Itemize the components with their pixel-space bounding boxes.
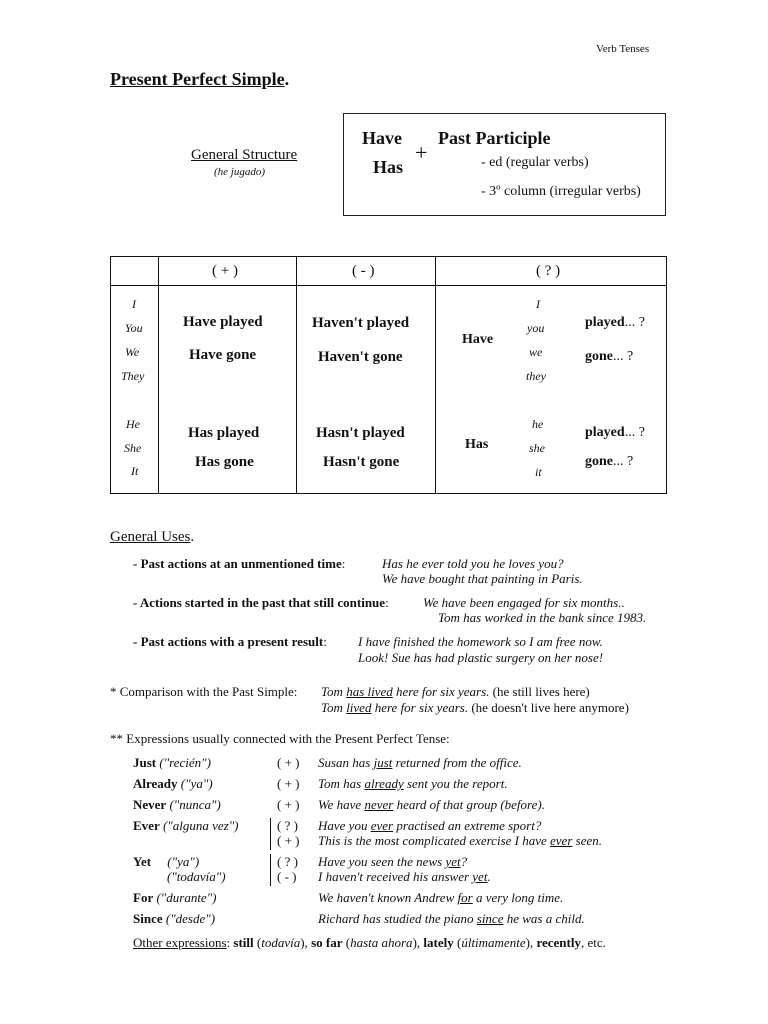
question-verb-word: played <box>585 425 625 440</box>
question-pronoun: we <box>529 345 543 359</box>
negative-form: Haven't played <box>312 315 410 331</box>
comparison-verb: has lived <box>346 684 393 699</box>
expressions-lead: ** Expressions usually connected with the Present Perfect Tense: <box>110 731 450 746</box>
other-gloss: últimamente <box>461 935 526 950</box>
example-text: We haven't known Andrew <box>318 890 458 905</box>
comparison-verb: lived <box>346 700 372 715</box>
question-auxiliary: Has <box>465 437 489 452</box>
use-example: I have finished the homework so I am free now. <box>358 634 603 649</box>
example-text: heard of that group (before). <box>393 797 545 812</box>
question-verb <box>585 454 633 470</box>
example-text: returned from the office. <box>392 755 522 770</box>
example-keyword: just <box>373 755 393 770</box>
example-keyword: since <box>476 911 504 926</box>
comparison-lead: * Comparison with the Past Simple: <box>110 684 298 699</box>
example-text: This is the most complicated exercise I have <box>318 833 551 848</box>
expression-example <box>318 755 522 771</box>
other-word: lately <box>423 935 454 950</box>
negative-form: Hasn't gone <box>323 454 400 470</box>
question-verb-word: played <box>585 315 625 330</box>
bracket-bar <box>270 854 271 886</box>
example-keyword: ever <box>370 818 394 833</box>
pronoun: You <box>125 321 143 335</box>
other-word: so far <box>311 935 343 950</box>
use-item-label <box>133 634 327 650</box>
expression-example <box>318 890 563 906</box>
expression-sign: ( + ) <box>277 797 300 812</box>
expression-example <box>318 797 545 813</box>
example-text: seen. <box>572 833 602 848</box>
expression-sign: ( ? ) <box>277 818 298 833</box>
expression-word: Ever <box>133 818 160 833</box>
expression-term <box>133 854 199 870</box>
example-text: Susan has <box>318 755 374 770</box>
example-keyword: ever <box>550 833 573 848</box>
example-text: Richard has studied the piano <box>318 911 477 926</box>
expression-example <box>318 833 602 849</box>
expression-gloss: ("nunca") <box>169 797 221 812</box>
example-text: Have you seen the news <box>318 854 446 869</box>
comparison-text: here for six years. <box>392 684 490 699</box>
expression-term <box>133 797 221 813</box>
use-label-colon: : <box>341 556 346 571</box>
comparison-note: (he doesn't live here anymore) <box>468 700 629 715</box>
example-text: I haven't received his answer <box>318 869 473 884</box>
use-label-text: - Actions started in the past that still continue <box>133 595 386 610</box>
expression-term <box>133 776 213 792</box>
example-keyword: yet <box>445 854 461 869</box>
plus-sign: + <box>415 140 428 165</box>
expression-example <box>318 869 491 885</box>
expression-gloss: ("recién") <box>159 755 211 770</box>
example-text: Tom has <box>318 776 365 791</box>
pronoun: He <box>126 417 140 431</box>
pronoun: They <box>121 369 145 383</box>
question-tail: ... ? <box>613 349 634 364</box>
other-colon: : <box>226 935 231 950</box>
use-example: We have bought that painting in Paris. <box>382 571 583 586</box>
title-text: Present Perfect Simple <box>110 69 285 89</box>
table-divider <box>435 257 436 493</box>
expression-sign: ( + ) <box>277 833 300 848</box>
question-verb-word: gone <box>585 454 613 469</box>
general-uses-title: General Uses <box>110 529 191 545</box>
use-label-text: - Past actions at an unmentioned time <box>133 556 342 571</box>
header-negative: ( - ) <box>352 263 375 279</box>
page-title <box>110 69 289 90</box>
pronoun: It <box>131 464 139 478</box>
positive-form: Has gone <box>195 454 254 470</box>
question-verb <box>585 425 645 441</box>
expression-sign: ( + ) <box>277 755 300 770</box>
question-pronoun: she <box>529 441 545 455</box>
other-gloss: hasta ahora <box>350 935 413 950</box>
negative-form: Hasn't played <box>316 425 405 441</box>
question-tail: ... ? <box>624 425 645 440</box>
question-pronoun: he <box>532 417 544 431</box>
example-keyword: already <box>364 776 404 791</box>
question-pronoun: I <box>536 297 540 311</box>
example-text: he was a child. <box>503 911 585 926</box>
expression-gloss: ("desde") <box>165 911 216 926</box>
use-label-colon: : <box>385 595 389 610</box>
bracket-bar <box>270 818 271 850</box>
title-punct: . <box>284 69 290 89</box>
expression-example <box>318 854 467 870</box>
other-word: still <box>233 935 254 950</box>
header-question: ( ? ) <box>536 263 561 279</box>
structure-past-participle: Past Participle <box>438 128 551 148</box>
page-header-label: Verb Tenses <box>596 43 650 55</box>
expression-term <box>133 890 217 906</box>
comparison-note: (he still lives here) <box>489 684 590 699</box>
other-gloss: todavía <box>261 935 301 950</box>
table-header-divider <box>111 285 666 286</box>
expression-word: For <box>133 890 154 905</box>
comparison-line <box>321 684 590 700</box>
use-example: We have been engaged for six months.. <box>423 595 625 610</box>
use-item-label <box>133 595 389 611</box>
expression-example <box>318 776 508 792</box>
expression-gloss: ("alguna vez") <box>162 818 239 833</box>
question-pronoun: it <box>535 465 542 479</box>
comparison-text: Tom <box>321 684 347 699</box>
expression-sign: ( + ) <box>277 776 300 791</box>
use-label-colon: : <box>323 634 327 649</box>
positive-form: Have gone <box>189 347 257 363</box>
pronoun: I <box>132 297 136 311</box>
expression-example <box>318 911 585 927</box>
example-keyword: for <box>457 890 473 905</box>
general-structure-label: General Structure <box>191 147 298 163</box>
question-verb <box>585 349 633 365</box>
comparison-text: here for six years. <box>371 700 469 715</box>
other-expressions-line: Other expressions: still (todavía), so far (hasta ahora), lately (últimamente), recently, etc. <box>133 935 606 950</box>
expression-word: Since <box>133 911 163 926</box>
question-tail: ... ? <box>624 315 645 330</box>
use-example: Tom has worked in the bank since 1983. <box>438 610 647 625</box>
expression-gloss: ("ya") <box>180 776 213 791</box>
question-verb <box>585 315 645 331</box>
example-text: sent you the report. <box>403 776 508 791</box>
pronoun: She <box>124 441 142 455</box>
general-structure-translation: (he jugado) <box>214 166 266 178</box>
question-pronoun: they <box>526 369 546 383</box>
use-example: Look! Sue has had plastic surgery on her nose! <box>358 650 604 665</box>
table-divider <box>296 257 297 493</box>
expression-term <box>133 911 215 927</box>
example-keyword: yet <box>472 869 488 884</box>
positive-form: Have played <box>183 314 263 330</box>
structure-has: Has <box>373 157 404 177</box>
question-pronoun: you <box>527 321 545 335</box>
question-auxiliary: Have <box>462 332 494 347</box>
example-text: ? <box>460 854 468 869</box>
expression-term <box>133 755 211 771</box>
other-tail: , etc. <box>580 935 606 950</box>
other-word: recently <box>536 935 581 950</box>
structure-irregular-note: - 3º column (irregular verbs) <box>481 184 641 199</box>
example-text: . <box>487 869 491 884</box>
expression-word: Never <box>133 797 167 812</box>
expression-word: Yet <box>133 854 152 869</box>
expression-word: Already <box>133 776 178 791</box>
example-text: We have <box>318 797 365 812</box>
general-uses-punct: . <box>190 529 195 545</box>
use-label-text: - Past actions with a present result <box>133 634 324 649</box>
pronoun: We <box>125 345 140 359</box>
example-text: a very long time. <box>472 890 564 905</box>
expression-sign: ( - ) <box>277 869 297 884</box>
expression-gloss: ("ya") <box>167 854 200 869</box>
expression-gloss: ("durante") <box>156 890 217 905</box>
use-example: Has he ever told you he loves you? <box>382 556 564 571</box>
positive-form: Has played <box>188 425 260 441</box>
example-keyword: never <box>364 797 394 812</box>
comparison-text: Tom <box>321 700 347 715</box>
comparison-line <box>321 700 629 716</box>
table-divider <box>158 257 159 493</box>
expression-word: Just <box>133 755 157 770</box>
other-expressions-label: Other expressions <box>133 935 227 950</box>
structure-regular-note: - ed (regular verbs) <box>481 155 589 170</box>
use-item-label <box>133 556 345 572</box>
example-text: practised an extreme sport? <box>393 818 542 833</box>
expression-example <box>318 818 541 834</box>
structure-have: Have <box>362 128 402 148</box>
negative-form: Haven't gone <box>318 349 403 365</box>
expression-sign: ( ? ) <box>277 854 298 869</box>
example-text: Have you <box>318 818 371 833</box>
expression-term <box>133 818 239 834</box>
expression-gloss: ("todavía") <box>167 869 226 884</box>
question-tail: ... ? <box>613 454 634 469</box>
general-uses-heading <box>110 529 194 546</box>
header-positive: ( + ) <box>212 263 238 279</box>
question-verb-word: gone <box>585 349 613 364</box>
